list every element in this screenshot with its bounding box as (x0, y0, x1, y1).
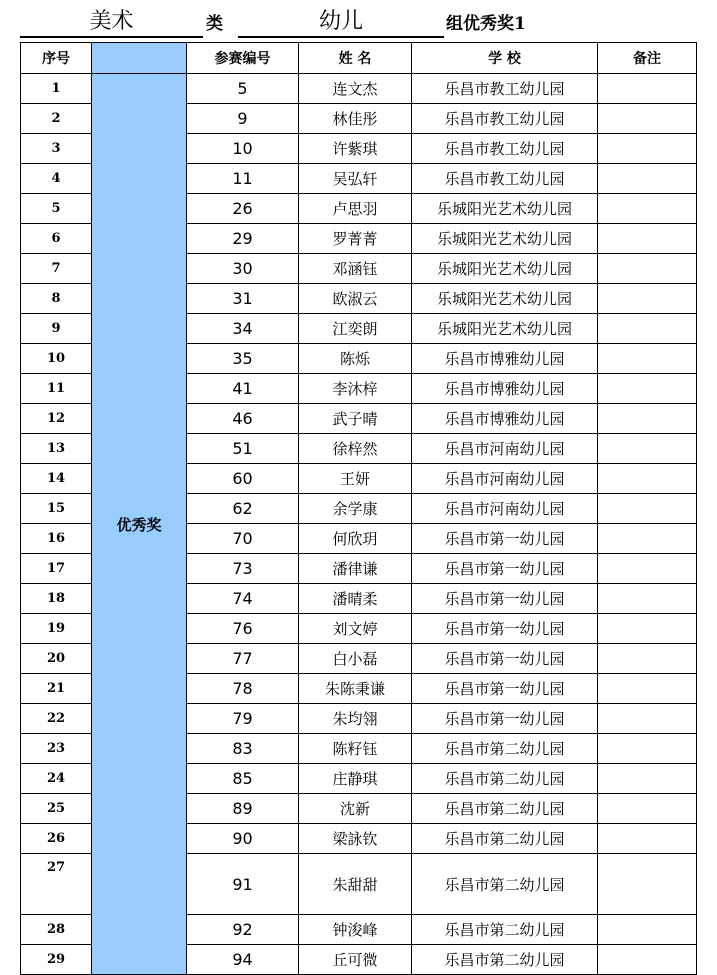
entry-number: 9 (187, 104, 299, 134)
school-name: 乐昌市第二幼儿园 (412, 734, 598, 764)
row-index: 28 (21, 915, 92, 945)
student-name: 卢思羽 (299, 194, 412, 224)
note-cell (598, 494, 697, 524)
student-name: 庄静琪 (299, 764, 412, 794)
school-name: 乐昌市第一幼儿园 (412, 554, 598, 584)
row-index: 3 (21, 134, 92, 164)
row-index: 17 (21, 554, 92, 584)
note-cell (598, 434, 697, 464)
school-name: 乐昌市河南幼儿园 (412, 464, 598, 494)
entry-number: 70 (187, 524, 299, 554)
row-index: 18 (21, 584, 92, 614)
entry-number: 62 (187, 494, 299, 524)
row-index: 29 (21, 945, 92, 975)
school-name: 乐城阳光艺术幼儿园 (412, 314, 598, 344)
student-name: 罗菁菁 (299, 224, 412, 254)
student-name: 徐梓然 (299, 434, 412, 464)
note-cell (598, 554, 697, 584)
school-name: 乐昌市第一幼儿园 (412, 644, 598, 674)
student-name: 吴弘轩 (299, 164, 412, 194)
entry-number: 34 (187, 314, 299, 344)
school-name: 乐昌市博雅幼儿园 (412, 344, 598, 374)
school-name: 乐昌市第一幼儿园 (412, 524, 598, 554)
school-name: 乐昌市第二幼儿园 (412, 794, 598, 824)
school-name: 乐昌市第二幼儿园 (412, 764, 598, 794)
student-name: 李沐梓 (299, 374, 412, 404)
entry-number: 78 (187, 674, 299, 704)
row-index: 26 (21, 824, 92, 854)
note-cell (598, 104, 697, 134)
category-field: 美术 (20, 8, 203, 38)
student-name: 丘可微 (299, 945, 412, 975)
entry-number: 5 (187, 74, 299, 104)
header-name: 姓 名 (299, 43, 412, 74)
entry-number: 79 (187, 704, 299, 734)
row-index: 25 (21, 794, 92, 824)
row-index: 15 (21, 494, 92, 524)
note-cell (598, 644, 697, 674)
note-cell (598, 584, 697, 614)
note-cell (598, 614, 697, 644)
school-name: 乐昌市教工幼儿园 (412, 104, 598, 134)
category-suffix: 类 (206, 14, 223, 34)
school-name: 乐昌市第二幼儿园 (412, 854, 598, 915)
student-name: 朱甜甜 (299, 854, 412, 915)
entry-number: 77 (187, 644, 299, 674)
note-cell (598, 164, 697, 194)
row-index: 6 (21, 224, 92, 254)
note-cell (598, 314, 697, 344)
award-table (20, 42, 697, 975)
entry-number: 30 (187, 254, 299, 284)
student-name: 江奕朗 (299, 314, 412, 344)
row-index: 10 (21, 344, 92, 374)
entry-number: 94 (187, 945, 299, 975)
header-school: 学 校 (412, 43, 598, 74)
student-name: 许紫琪 (299, 134, 412, 164)
student-name: 邓涵钰 (299, 254, 412, 284)
entry-number: 91 (187, 854, 299, 915)
note-cell (598, 464, 697, 494)
award-level-cell: 优秀奖 (92, 74, 187, 975)
table-header-row (21, 43, 697, 74)
row-index: 11 (21, 374, 92, 404)
student-name: 刘文婷 (299, 614, 412, 644)
row-index: 13 (21, 434, 92, 464)
student-name: 欧淑云 (299, 284, 412, 314)
note-cell (598, 915, 697, 945)
note-cell (598, 284, 697, 314)
note-cell (598, 224, 697, 254)
note-cell (598, 404, 697, 434)
note-cell (598, 344, 697, 374)
table-body (21, 74, 697, 975)
school-name: 乐昌市第二幼儿园 (412, 945, 598, 975)
school-name: 乐昌市第二幼儿园 (412, 915, 598, 945)
entry-number: 10 (187, 134, 299, 164)
row-index: 8 (21, 284, 92, 314)
school-name: 乐昌市第一幼儿园 (412, 674, 598, 704)
row-index: 24 (21, 764, 92, 794)
school-name: 乐城阳光艺术幼儿园 (412, 194, 598, 224)
school-name: 乐昌市第一幼儿园 (412, 614, 598, 644)
row-index: 7 (21, 254, 92, 284)
note-cell (598, 824, 697, 854)
entry-number: 92 (187, 915, 299, 945)
entry-number: 60 (187, 464, 299, 494)
student-name: 王妍 (299, 464, 412, 494)
row-index: 5 (21, 194, 92, 224)
school-name: 乐昌市河南幼儿园 (412, 434, 598, 464)
entry-number: 74 (187, 584, 299, 614)
student-name: 梁詠钦 (299, 824, 412, 854)
header-note: 备注 (598, 43, 697, 74)
school-name: 乐昌市教工幼儿园 (412, 74, 598, 104)
note-cell (598, 254, 697, 284)
student-name: 潘律谦 (299, 554, 412, 584)
student-name: 朱陈秉谦 (299, 674, 412, 704)
student-name: 武子晴 (299, 404, 412, 434)
header-award (92, 43, 187, 74)
school-name: 乐昌市第二幼儿园 (412, 824, 598, 854)
student-name: 陈烁 (299, 344, 412, 374)
note-cell (598, 764, 697, 794)
note-cell (598, 524, 697, 554)
school-name: 乐昌市教工幼儿园 (412, 164, 598, 194)
school-name: 乐昌市博雅幼儿园 (412, 374, 598, 404)
student-name: 余学康 (299, 494, 412, 524)
entry-number: 41 (187, 374, 299, 404)
student-name: 钟浚峰 (299, 915, 412, 945)
student-name: 陈籽钰 (299, 734, 412, 764)
row-index: 16 (21, 524, 92, 554)
note-cell (598, 945, 697, 975)
school-name: 乐昌市第一幼儿园 (412, 584, 598, 614)
row-index: 19 (21, 614, 92, 644)
header-index: 序号 (21, 43, 92, 74)
student-name: 朱均翎 (299, 704, 412, 734)
student-name: 林佳彤 (299, 104, 412, 134)
note-cell (598, 134, 697, 164)
school-name: 乐昌市博雅幼儿园 (412, 404, 598, 434)
entry-number: 76 (187, 614, 299, 644)
entry-number: 31 (187, 284, 299, 314)
entry-number: 85 (187, 764, 299, 794)
header-entry-number: 参赛编号 (187, 43, 299, 74)
table-row (21, 74, 697, 104)
entry-number: 11 (187, 164, 299, 194)
school-name: 乐城阳光艺术幼儿园 (412, 284, 598, 314)
row-index: 14 (21, 464, 92, 494)
note-cell (598, 794, 697, 824)
row-index: 21 (21, 674, 92, 704)
row-index: 2 (21, 104, 92, 134)
document-title (0, 0, 717, 40)
row-index: 20 (21, 644, 92, 674)
row-index: 22 (21, 704, 92, 734)
student-name: 潘晴柔 (299, 584, 412, 614)
school-name: 乐昌市教工幼儿园 (412, 134, 598, 164)
row-index: 4 (21, 164, 92, 194)
row-index: 27 (21, 854, 92, 915)
row-index: 23 (21, 734, 92, 764)
row-index: 9 (21, 314, 92, 344)
entry-number: 29 (187, 224, 299, 254)
entry-number: 73 (187, 554, 299, 584)
entry-number: 46 (187, 404, 299, 434)
student-name: 何欣玥 (299, 524, 412, 554)
note-cell (598, 854, 697, 915)
entry-number: 90 (187, 824, 299, 854)
school-name: 乐城阳光艺术幼儿园 (412, 254, 598, 284)
entry-number: 83 (187, 734, 299, 764)
student-name: 沈新 (299, 794, 412, 824)
school-name: 乐城阳光艺术幼儿园 (412, 224, 598, 254)
entry-number: 26 (187, 194, 299, 224)
note-cell (598, 734, 697, 764)
school-name: 乐昌市河南幼儿园 (412, 494, 598, 524)
entry-number: 89 (187, 794, 299, 824)
note-cell (598, 74, 697, 104)
row-index: 1 (21, 74, 92, 104)
entry-number: 51 (187, 434, 299, 464)
group-suffix: 组优秀奖1 (446, 14, 526, 34)
entry-number: 35 (187, 344, 299, 374)
group-field: 幼儿 (238, 8, 444, 38)
note-cell (598, 374, 697, 404)
note-cell (598, 674, 697, 704)
student-name: 白小磊 (299, 644, 412, 674)
student-name: 连文杰 (299, 74, 412, 104)
note-cell (598, 194, 697, 224)
school-name: 乐昌市第一幼儿园 (412, 704, 598, 734)
row-index: 12 (21, 404, 92, 434)
note-cell (598, 704, 697, 734)
